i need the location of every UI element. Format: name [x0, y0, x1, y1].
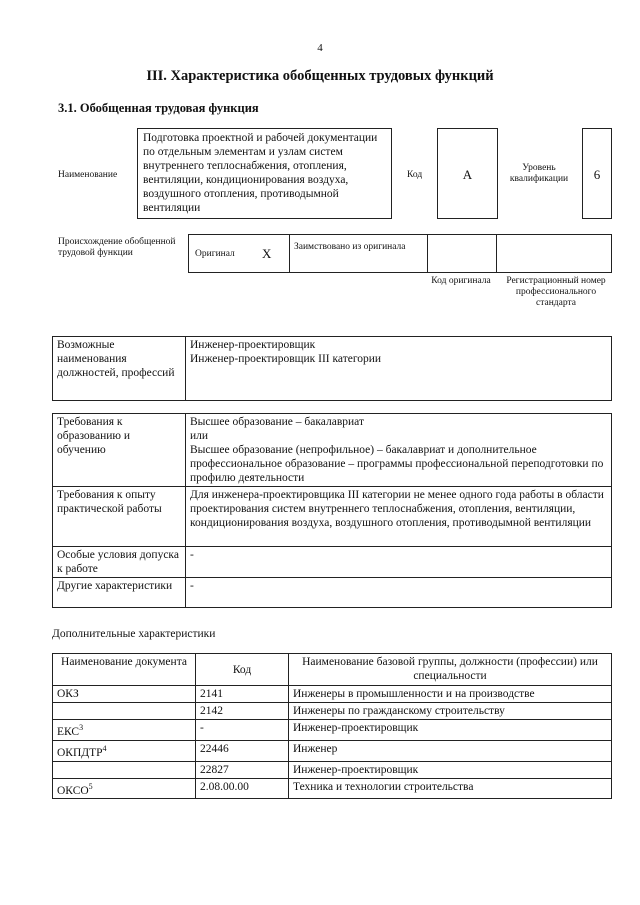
table-row [53, 703, 612, 720]
row-doc: ОКСО [57, 784, 89, 797]
origin-original-mark: X [262, 246, 272, 261]
req-education-value: Высшее образование – бакалавриат или Высшее образование (непрофильное) – бакалавриат и дополнительное профессиональное образование – программы профессиональной переподготовки по профилю деятельности [186, 414, 612, 487]
row-code: 2141 [196, 686, 289, 703]
positions-label: Возможные наименования должностей, профессий [53, 337, 186, 401]
gtf-level-box [582, 128, 612, 219]
req-other-value: - [186, 578, 612, 608]
row-code: 22827 [196, 761, 289, 778]
row-doc-footnote: 4 [102, 743, 107, 753]
row-code: - [196, 720, 289, 741]
requirements-table [52, 413, 612, 608]
row-doc: ОКПДТР [57, 746, 103, 759]
row-name: Инженер [289, 740, 612, 761]
table-row [53, 686, 612, 703]
additional-title: Дополнительные характеристики [52, 628, 216, 640]
req-experience-label: Требования к опыту практической работы [53, 487, 186, 547]
positions-value [186, 337, 612, 401]
row-doc: ОКЗ [57, 688, 79, 700]
row-name: Техника и технологии строительства [289, 778, 612, 799]
subsection-title: 3.1. Обобщенная трудовая функция [58, 101, 259, 115]
req-education-label: Требования к образованию и обучению [53, 414, 186, 487]
req-other-label: Другие характеристики [53, 578, 186, 608]
table-row [53, 761, 612, 778]
position-line: Инженер-проектировщик III категории [190, 353, 382, 365]
origin-original-label: Оригинал [195, 249, 235, 259]
additional-header-doc: Наименование документа [53, 654, 196, 686]
origin-reg-caption: Регистрационный номер профессионального стандарта [506, 276, 606, 308]
row-name: Инженер-проектировщик [289, 720, 612, 741]
page-number: 4 [317, 42, 323, 54]
row-name: Инженеры по гражданскому строительству [289, 703, 612, 720]
row-doc-footnote: 5 [88, 781, 93, 791]
gtf-name-label: Наименование [58, 170, 118, 180]
req-special-conditions-value: - [186, 547, 612, 578]
row-name: Инженер-проектировщик [289, 761, 612, 778]
row-doc-footnote: 3 [79, 723, 84, 732]
gtf-level-label: Уровень квалификации [509, 163, 569, 184]
additional-header-name: Наименование базовой группы, должности (профессии) или специальности [289, 654, 612, 686]
table-row [53, 740, 612, 761]
origin-code-caption: Код оригинала [431, 276, 491, 286]
gtf-code-box [437, 128, 498, 219]
table-row [53, 720, 612, 741]
origin-table [188, 234, 612, 273]
gtf-code-label: Код [407, 170, 423, 180]
row-name: Инженеры в промышленности и на производстве [289, 686, 612, 703]
row-code: 2142 [196, 703, 289, 720]
origin-borrowed-label: Заимствовано из оригинала [294, 242, 406, 252]
gtf-code-value: А [462, 167, 473, 182]
additional-header-code: Код [196, 654, 289, 686]
origin-label: Происхождение обобщенной трудовой функции [58, 237, 176, 258]
row-doc: ЕКС [57, 725, 80, 738]
position-line: Инженер-проектировщик [190, 339, 316, 351]
req-special-conditions-label: Особые условия допуска к работе [53, 547, 186, 578]
positions-table [52, 336, 612, 401]
gtf-level-value: 6 [593, 167, 601, 182]
additional-table [52, 653, 612, 799]
row-code: 2.08.00.00 [196, 778, 289, 799]
req-experience-value: Для инженера-проектировщика III категории не менее одного года работы в области проектирования систем внутреннего теплоснабжения, отопления, вентиляции, кондиционирования воздуха, воздушного отопления, противодымной вентиляции [186, 487, 612, 547]
table-row [53, 778, 612, 799]
gtf-name-value: Подготовка проектной и рабочей документации по отдельным элементам и узлам систем внутреннего теплоснабжения, отопления, вентиляции, кондиционирования воздуха, воздушного отопления, противодымной вентиляции [137, 128, 392, 219]
row-code: 22446 [196, 740, 289, 761]
section-title: III. Характеристика обобщенных трудовых функций [146, 68, 494, 84]
